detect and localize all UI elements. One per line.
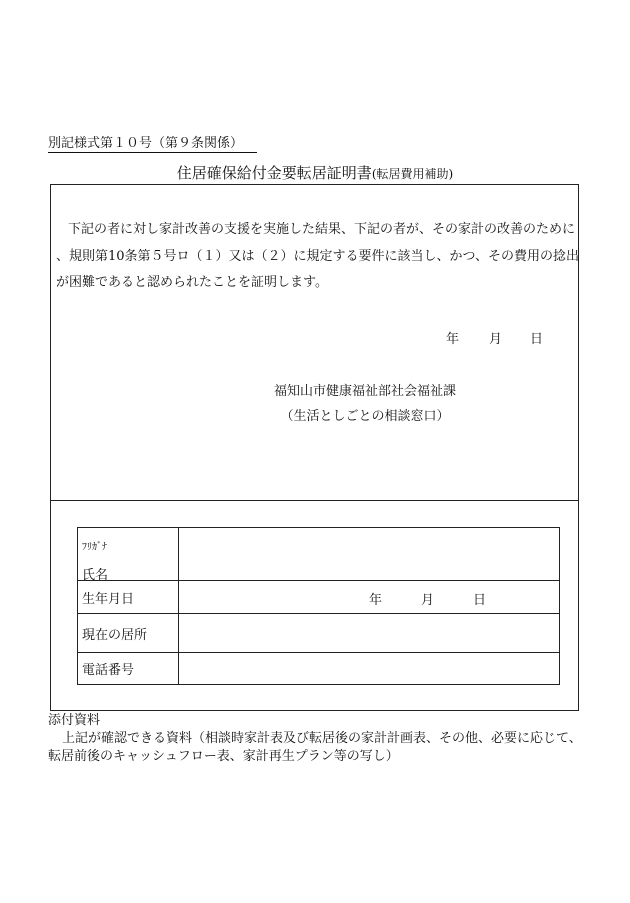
document-title [0, 164, 630, 183]
birth-month-label: 月 [421, 593, 435, 608]
phone-label: 電話番号 [78, 653, 179, 685]
applicant-info-table [77, 527, 560, 685]
date-month-label: 月 [489, 332, 503, 347]
birth-day-label: 日 [473, 593, 487, 608]
furigana-label: ﾌﾘｶﾞﾅ [82, 542, 107, 553]
date-day-label: 日 [530, 332, 544, 347]
phone-field[interactable] [179, 653, 560, 685]
address-label: 現在の居所 [78, 614, 179, 653]
birth-year-label: 年 [369, 593, 383, 608]
attachments-text-line-2: 転居前後のキャッシュフロー表、家計再生プラン等の写し） [48, 749, 399, 764]
birthdate-row [78, 581, 560, 614]
address-row [78, 614, 560, 653]
certificate-text-line-2: 、規則第10条第５号ロ（１）又は（２）に規定する要件に該当し、かつ、その費用の捻出 [56, 249, 580, 264]
name-field[interactable] [179, 528, 560, 581]
attachments-title: 添付資料 [48, 713, 101, 728]
date-year-label: 年 [446, 332, 460, 347]
title-main: 住居確保給付金要転居証明書 [176, 164, 372, 182]
name-row [78, 528, 560, 581]
title-subtitle: (転居費用補助) [371, 167, 454, 181]
form-code: 別記様式第１０号（第９条関係） [48, 136, 257, 153]
attachments-text-line-1: 上記が確認できる資料（相談時家計表及び転居後の家計計画表、その他、必要に応じて、 [62, 731, 582, 746]
consultation-window: （生活としごとの相談窓口） [280, 409, 450, 424]
certificate-text-line-1: 下記の者に対し家計改善の支援を実施した結果、下記の者が、その家計の改善のために [68, 222, 576, 237]
name-label-cell [78, 528, 179, 581]
birthdate-field[interactable] [179, 581, 560, 614]
phone-row [78, 653, 560, 685]
section-divider [50, 500, 579, 501]
issuing-department: 福知山市健康福祉部社会福祉課 [273, 384, 456, 399]
name-label: 氏名 [82, 568, 109, 583]
certificate-text-line-3: が困難であると認められたことを証明します。 [56, 275, 328, 290]
birthdate-label: 生年月日 [78, 581, 179, 614]
address-field[interactable] [179, 614, 560, 653]
certificate-date [446, 328, 543, 347]
